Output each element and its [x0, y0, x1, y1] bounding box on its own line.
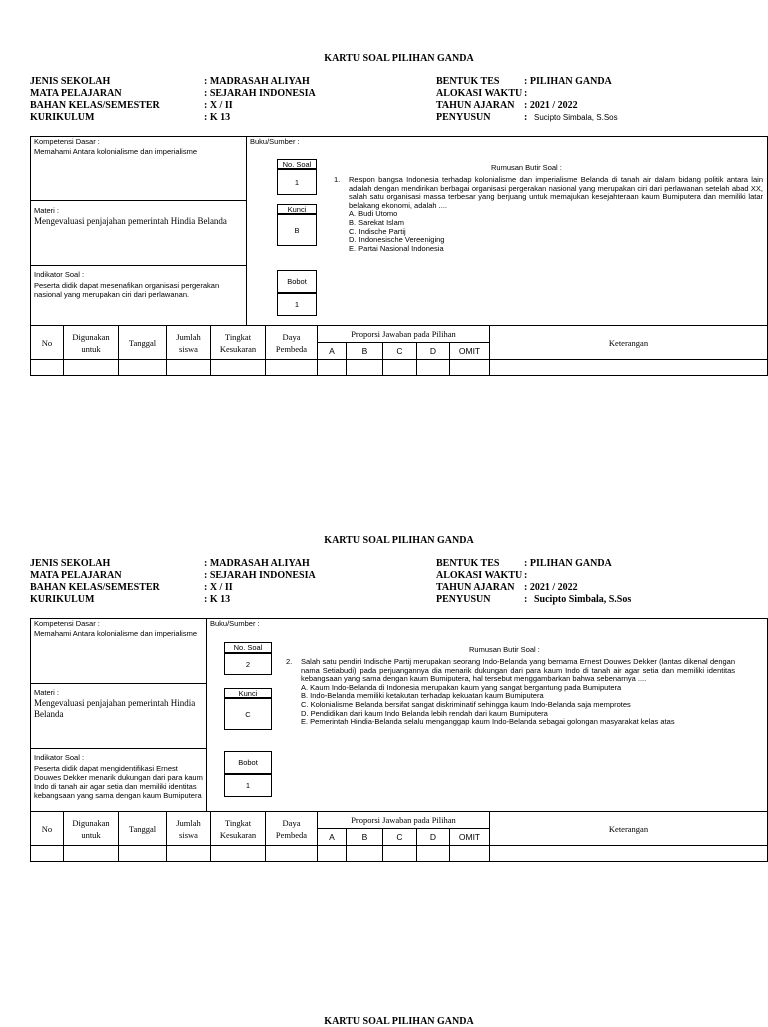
col-tanggal: Tanggal — [119, 326, 167, 360]
col-tanggal: Tanggal — [119, 812, 167, 846]
option-c: C. Kolonialisme Belanda bersifat sangat diskriminatif sehingga kaum Indo-Belanda saja memprotes — [301, 699, 631, 709]
materi-text: Mengevaluasi penjajahan pemerintah Hindia Belanda — [34, 698, 196, 719]
col-keterangan: Keterangan — [490, 326, 768, 360]
kurikulum-label: KURIKULUM — [30, 594, 95, 605]
tahun-ajaran-value: : 2021 / 2022 — [524, 100, 578, 111]
col-d: D — [417, 343, 450, 360]
card-title: KARTU SOAL PILIHAN GANDA — [324, 53, 474, 64]
bobot-label: Bobot — [277, 270, 317, 293]
bentuk-tes-value: : PILIHAN GANDA — [524, 76, 612, 87]
kompetensi-dasar-text: Memahami Antara kolonialisme dan imperialisme — [34, 629, 197, 638]
jenis-sekolah-label: JENIS SEKOLAH — [30, 558, 111, 569]
kunci-label: Kunci — [224, 688, 272, 698]
col-no: No — [31, 812, 64, 846]
col-proporsi: Proporsi Jawaban pada Pilihan — [318, 812, 490, 829]
mata-pelajaran-label: MATA PELAJARAN — [30, 88, 122, 99]
alokasi-waktu-value: : — [524, 88, 528, 99]
buku-sumber-label: Buku/Sumber : — [250, 137, 300, 146]
card-title: KARTU SOAL PILIHAN GANDA — [324, 1016, 474, 1027]
col-c: C — [383, 343, 417, 360]
option-e: E. Pemerintah Hindia-Belanda selalu menganggap kaum Indo-Belanda sebagai golongan masyarakat kelas atas — [301, 717, 675, 727]
alokasi-waktu-label: ALOKASI WAKTU — [436, 570, 523, 581]
bahan-kelas-value: : X / II — [204, 100, 233, 111]
col-daya: Daya Pembeda — [266, 812, 318, 846]
mata-pelajaran-value: : SEJARAH INDONESIA — [204, 570, 316, 581]
bahan-kelas-value: : X / II — [204, 582, 233, 593]
col-b: B — [347, 829, 383, 846]
penyusun-colon: : — [524, 594, 528, 605]
option-d: D. Indonesische Vereeniging — [349, 235, 445, 245]
option-c: C. Indische Partij — [349, 226, 406, 236]
indikator-soal-label: Indikator Soal : — [34, 753, 85, 762]
kunci-value: B — [277, 214, 317, 246]
kurikulum-label: KURIKULUM — [30, 112, 95, 123]
col-a: A — [318, 343, 347, 360]
option-d: D. Pendidikan dari kaum Indo Belanda lebih rendah dari kaum Bumiputera — [301, 708, 548, 718]
mata-pelajaran-value: : SEJARAH INDONESIA — [204, 88, 316, 99]
bentuk-tes-value: : PILIHAN GANDA — [524, 558, 612, 569]
jenis-sekolah-value: : MADRASAH ALIYAH — [204, 76, 310, 87]
col-omit: OMIT — [450, 343, 490, 360]
penyusun-value: Sucipto Simbala, S.Sos — [534, 113, 618, 122]
bahan-kelas-label: BAHAN KELAS/SEMESTER — [30, 100, 160, 111]
no-soal-value: 2 — [224, 653, 272, 675]
col-proporsi: Proporsi Jawaban pada Pilihan — [318, 326, 490, 343]
materi-text: Mengevaluasi penjajahan pemerintah Hindia Belanda — [34, 216, 227, 226]
buku-sumber-label: Buku/Sumber : — [210, 619, 260, 628]
kurikulum-value: : K 13 — [204, 594, 231, 605]
tahun-ajaran-label: TAHUN AJARAN — [436, 582, 515, 593]
option-b: B. Indo-Belanda memiliki ketakutan terhadap kekuatan kaum Bumiputera — [301, 691, 544, 701]
col-digunakan: Digunakan untuk — [64, 812, 119, 846]
question-number: 2. — [286, 657, 293, 666]
tahun-ajaran-value: : 2021 / 2022 — [524, 582, 578, 593]
bobot-value: 1 — [224, 774, 272, 797]
col-no: No — [31, 326, 64, 360]
kunci-label: Kunci — [277, 204, 317, 214]
tahun-ajaran-label: TAHUN AJARAN — [436, 100, 515, 111]
penyusun-value: Sucipto Simbala, S.Sos — [534, 594, 632, 605]
question-text: Respon bangsa Indonesia terhadap kolonialisme dan imperialisme Belanda di tanah air dalam bidang politik antara lain adalah dengan mendirikan berbagai organisasi pergerakan nasional yang merupakan ciri dari perlawanan setelah abad XX, salah satu organisasi massa terbesar yang berjuang untuk memajukan kesejahteraan kaum Bumiputera dan memiliki latar belakang ekonomi, adalah .... — [349, 175, 763, 210]
col-keterangan: Keterangan — [490, 812, 768, 846]
no-soal-value: 1 — [277, 169, 317, 195]
indikator-soal-text: Peserta didik dapat mengidentifikasi Ernest Douwes Dekker menarik dukungan dari para kaum Indo di tanah air agar setia dan memiliki identitas kebangsaan yang sama dengan kaum Bumiputera — [34, 764, 203, 800]
bahan-kelas-label: BAHAN KELAS/SEMESTER — [30, 582, 160, 593]
kurikulum-value: : K 13 — [204, 112, 231, 123]
bobot-label: Bobot — [224, 751, 272, 774]
jenis-sekolah-value: : MADRASAH ALIYAH — [204, 558, 310, 569]
bentuk-tes-label: BENTUK TES — [436, 76, 500, 87]
col-tingkat: Tingkat Kesukaran — [211, 326, 266, 360]
kompetensi-dasar-label: Kompetensi Dasar : — [34, 137, 100, 146]
indikator-soal-label: Indikator Soal : — [34, 270, 85, 279]
no-soal-label: No. Soal — [277, 159, 317, 169]
bobot-value: 1 — [277, 293, 317, 316]
option-a: A. Budi Utomo — [349, 209, 398, 219]
col-digunakan: Digunakan untuk — [64, 326, 119, 360]
indikator-soal-text: Peserta didik dapat mesenafikan organisasi pergerakan nasional yang merupakan ciri dari perlawanan. — [34, 281, 220, 299]
kompetensi-dasar-label: Kompetensi Dasar : — [34, 619, 100, 628]
penyusun-label: PENYUSUN — [436, 112, 491, 123]
question-card-3 — [30, 0, 768, 1027]
option-b: B. Sarekat Islam — [349, 217, 405, 227]
col-omit: OMIT — [450, 829, 490, 846]
bentuk-tes-label: BENTUK TES — [436, 558, 500, 569]
rumusan-butir-soal-label: Rumusan Butir Soal : — [491, 163, 562, 172]
rumusan-butir-soal-label: Rumusan Butir Soal : — [469, 645, 540, 654]
question-number: 1. — [334, 175, 341, 184]
col-jumlah: Jumlah siswa — [167, 812, 211, 846]
materi-label: Materi : — [34, 206, 60, 215]
option-a: A. Kaum Indo-Belanda di Indonesia merupakan kaum yang sangat bergantung pada Bumiputera — [301, 682, 622, 692]
col-a: A — [318, 829, 347, 846]
col-d: D — [417, 829, 450, 846]
alokasi-waktu-label: ALOKASI WAKTU — [436, 88, 523, 99]
question-text: Salah satu pendiri Indische Partij merupakan seorang Indo-Belanda yang bernama Ernest Douwes Dekker (lantas dikenal dengan nama Setiabudi) pada perjuangannya dia menarik dukungan dari para kaum Indo di tanah air agar setia dan memiliki identitas kebangsaan yang sama dengan kaum Bumiputera, hal tersebut menggambarkan bahwa sebenarnya .... — [301, 657, 735, 684]
col-daya: Daya Pembeda — [266, 326, 318, 360]
alokasi-waktu-value: : — [524, 570, 528, 581]
no-soal-label: No. Soal — [224, 642, 272, 653]
jenis-sekolah-label: JENIS SEKOLAH — [30, 76, 111, 87]
card-title: KARTU SOAL PILIHAN GANDA — [324, 535, 474, 546]
penyusun-colon: : — [524, 112, 528, 123]
penyusun-label: PENYUSUN — [436, 594, 491, 605]
col-b: B — [347, 343, 383, 360]
kunci-value: C — [224, 698, 272, 730]
col-c: C — [383, 829, 417, 846]
col-tingkat: Tingkat Kesukaran — [211, 812, 266, 846]
kompetensi-dasar-text: Memahami Antara kolonialisme dan imperialisme — [34, 147, 197, 156]
option-e: E. Partai Nasional Indonesia — [349, 243, 444, 253]
mata-pelajaran-label: MATA PELAJARAN — [30, 570, 122, 581]
materi-label: Materi : — [34, 688, 60, 697]
col-jumlah: Jumlah siswa — [167, 326, 211, 360]
